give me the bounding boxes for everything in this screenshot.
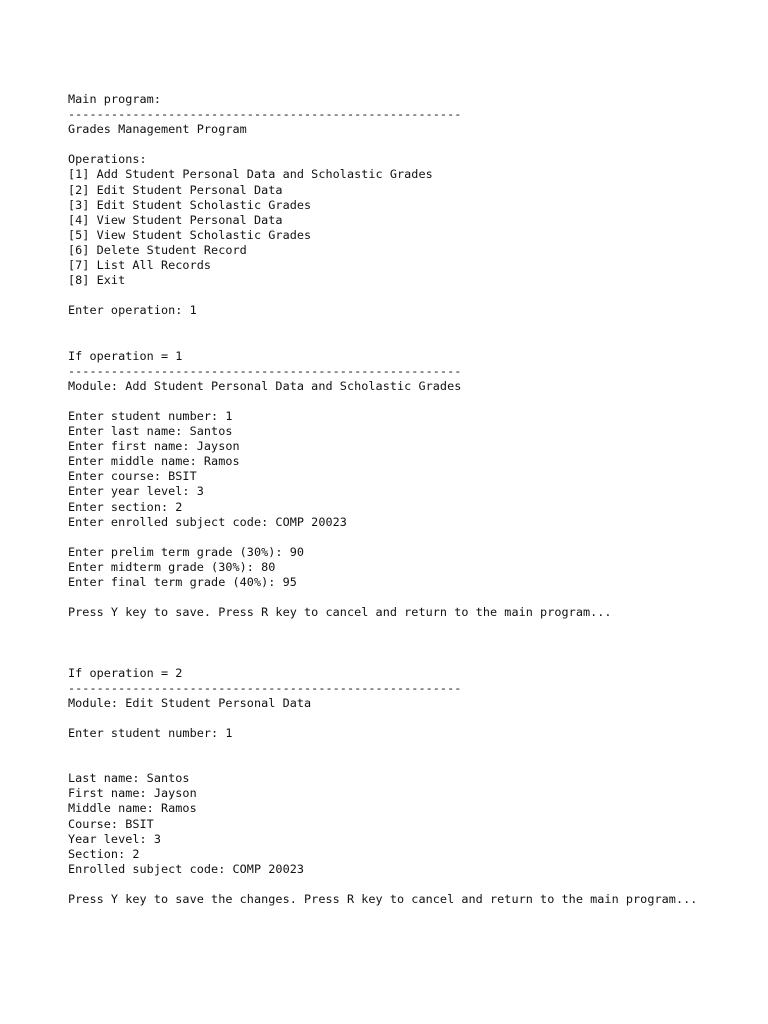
main-program-section <box>68 92 758 318</box>
field-line: Enter middle name: Ramos <box>68 454 240 469</box>
field-line: Enter first name: Jayson <box>68 439 240 454</box>
personal-data-display <box>68 771 758 877</box>
field-line: Enter last name: Santos <box>68 424 233 439</box>
field-line: Middle name: Ramos <box>68 801 197 816</box>
operation-prompt: Enter operation: 1 <box>68 303 197 318</box>
field-line: Enter year level: 3 <box>68 484 204 499</box>
operation-item: [8] Exit <box>68 273 126 288</box>
field-line: Enter enrolled subject code: COMP 20023 <box>68 514 347 529</box>
module-title: Module: Add Student Personal Data and Scholastic Grades <box>68 378 462 393</box>
divider-rule: ------------------------------------------------------- <box>68 107 462 122</box>
grade-line: Enter midterm grade (30%): 80 <box>68 559 276 574</box>
operations-label: Operations: <box>68 152 147 167</box>
module-title: Module: Edit Student Personal Data <box>68 695 312 710</box>
grade-line: Enter prelim term grade (30%): 90 <box>68 544 305 559</box>
field-line: Enrolled subject code: COMP 20023 <box>68 861 305 876</box>
document-page <box>68 92 758 907</box>
field-line: Enter section: 2 <box>68 499 183 514</box>
field-line: Enter student number: 1 <box>68 408 233 423</box>
field-line: Year level: 3 <box>68 831 161 846</box>
field-line: Section: 2 <box>68 846 140 861</box>
operation-item: [6] Delete Student Record <box>68 242 247 257</box>
operation-item: [5] View Student Scholastic Grades <box>68 227 312 242</box>
condition-heading: If operation = 1 <box>68 348 183 363</box>
save-instruction: Press Y key to save. Press R key to cancel and return to the main program... <box>68 605 612 620</box>
grade-line: Enter final term grade (40%): 95 <box>68 575 297 589</box>
operation-item: [3] Edit Student Scholastic Grades <box>68 197 312 212</box>
divider-rule: ------------------------------------------------------- <box>68 680 462 695</box>
program-title: Grades Management Program <box>68 122 247 137</box>
personal-data-fields <box>68 409 758 530</box>
operation-2-section <box>68 666 758 908</box>
operation-item: [7] List All Records <box>68 258 212 273</box>
field-line: Last name: Santos <box>68 771 190 786</box>
field-line: Course: BSIT <box>68 816 154 831</box>
save-changes-instruction: Press Y key to save the changes. Press R key to cancel and return to the main program... <box>68 891 698 906</box>
operations-list <box>68 167 758 288</box>
operation-item: [4] View Student Personal Data <box>68 212 283 227</box>
operation-1-section <box>68 349 758 621</box>
operation-item: [1] Add Student Personal Data and Scholastic Grades <box>68 167 433 182</box>
divider-rule: ------------------------------------------------------- <box>68 363 462 378</box>
main-heading: Main program: <box>68 92 161 106</box>
field-line: Enter course: BSIT <box>68 469 197 484</box>
student-number-prompt: Enter student number: 1 <box>68 725 233 740</box>
field-line: First name: Jayson <box>68 786 197 801</box>
operation-item: [2] Edit Student Personal Data <box>68 182 283 197</box>
condition-heading: If operation = 2 <box>68 665 183 680</box>
grade-fields <box>68 545 758 590</box>
